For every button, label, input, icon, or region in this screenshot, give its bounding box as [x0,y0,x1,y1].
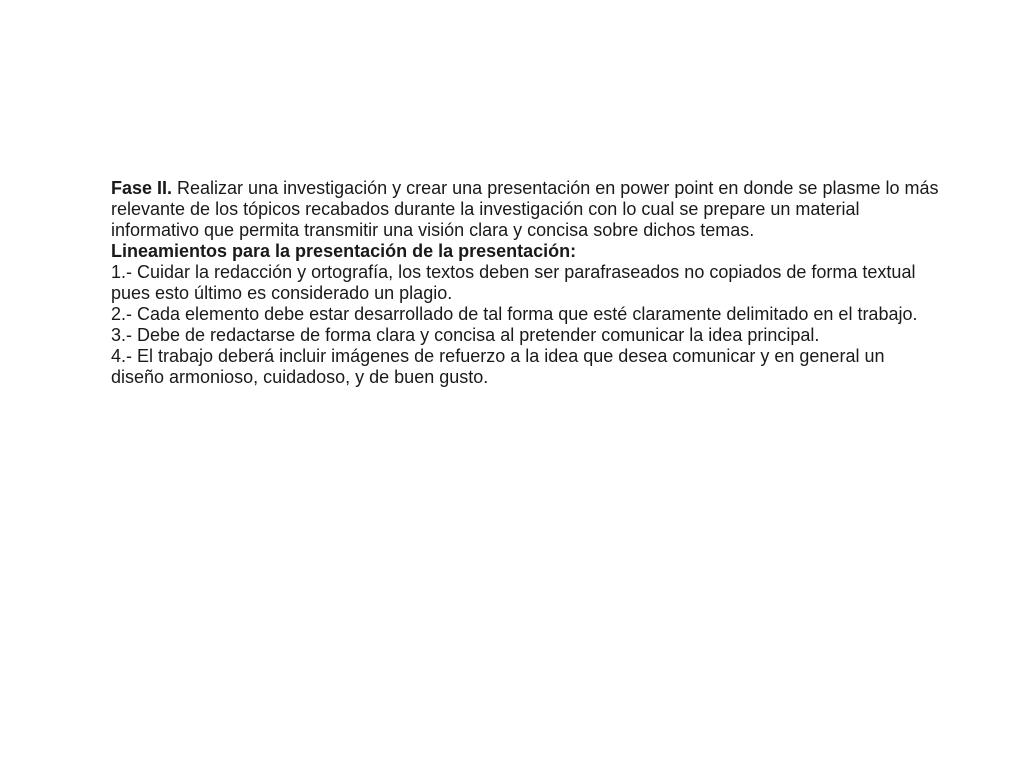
guideline-item-2: 2.- Cada elemento debe estar desarrollado de tal forma que esté claramente delimitado en el trabajo. [111,304,918,324]
slide-content [111,178,941,388]
guideline-item-1: 1.- Cuidar la redacción y ortografía, los textos deben ser parafraseados no copiados de forma textual pues esto último es considerado un plagio. [111,262,916,303]
intro-paragraph [111,178,941,241]
intro-lead: Fase II. [111,178,173,198]
intro-text: Realizar una investigación y crear una presentación en power point en donde se plasme lo más relevante de los tópicos recabados durante la investigación con lo cual se prepare un material informativo que permita transmitir una visión clara y concisa sobre dichos temas. [111,178,939,240]
guideline-item-3: 3.- Debe de redactarse de forma clara y concisa al pretender comunicar la idea principal. [111,325,820,345]
guidelines-heading: Lineamientos para la presentación de la presentación: [111,241,577,261]
guideline-item-4: 4.- El trabajo deberá incluir imágenes de refuerzo a la idea que desea comunicar y en general un diseño armonioso, cuidadoso, y de buen gusto. [111,346,885,387]
